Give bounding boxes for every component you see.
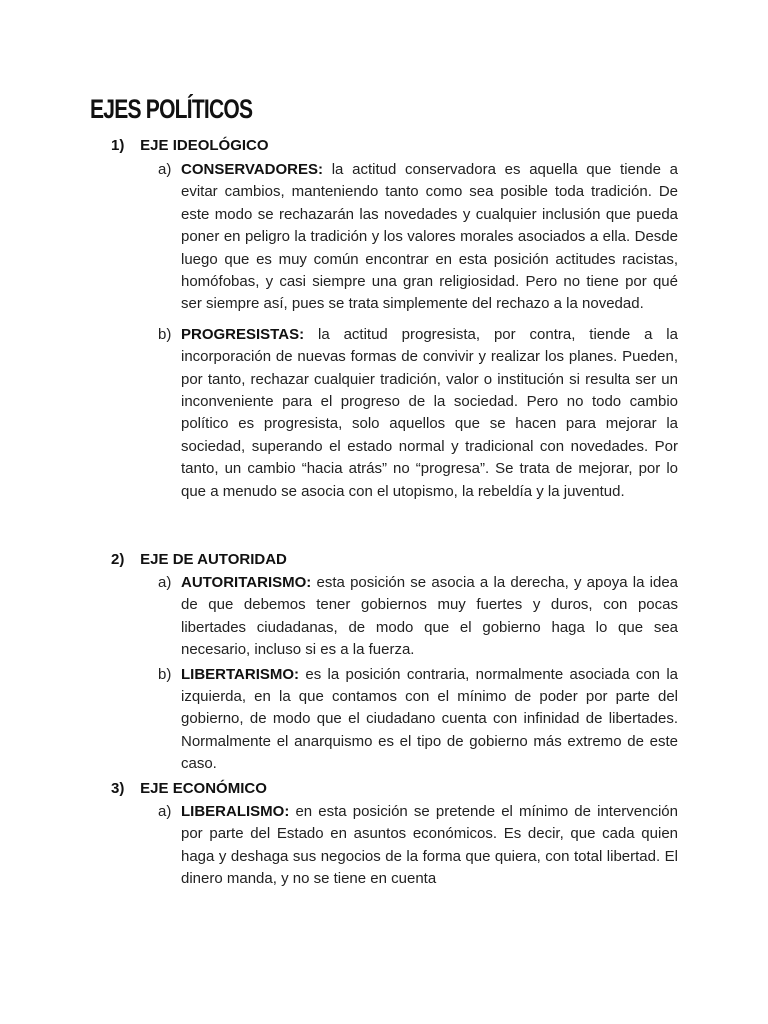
section-heading xyxy=(111,135,681,157)
list-item-liberalismo xyxy=(111,801,678,891)
item-term: LIBERALISMO: xyxy=(181,803,290,820)
item-letter: b) xyxy=(158,665,172,683)
item-paragraph xyxy=(181,572,678,662)
item-term: LIBERTARISMO: xyxy=(181,665,300,683)
item-letter: a) xyxy=(158,161,172,178)
section-eje-ideologico xyxy=(111,135,681,503)
item-term: PROGRESISTAS: xyxy=(181,325,305,343)
item-term: AUTORITARISMO: xyxy=(181,574,312,591)
section-name: EJE IDEOLÓGICO xyxy=(140,137,269,154)
list-item-conservadores xyxy=(111,159,678,316)
list-item-autoritarismo xyxy=(111,572,678,662)
section-eje-de-autoridad xyxy=(111,549,681,776)
section-heading xyxy=(111,778,681,800)
section-name: EJE DE AUTORIDAD xyxy=(140,551,287,568)
item-text: en esta posición se pretende el mínimo de intervención por parte del Estado en asuntos económicos. Es decir, que cada quien haga y deshaga sus negocios de la forma que quiera, con total libertad. El dinero manda, y no se tiene en cuenta xyxy=(181,803,678,888)
item-letter: a) xyxy=(158,574,172,591)
section-number: 2) xyxy=(111,551,125,568)
list-item-progresistas xyxy=(111,324,678,503)
item-paragraph xyxy=(181,664,678,776)
item-paragraph xyxy=(181,159,678,316)
item-text: la actitud conservadora es aquella que tiende a evitar cambios, manteniendo tanto como sea posible toda tradición. De este modo se rechazarán las novedades y cualquier inclusión que pueda poner en peligro la tradición y los valores morales asociados a ella. Desde luego que es muy común encontrar en esta posición actitudes racistas, homófobas, y casi siempre una gran religiosidad. Pero no tiene por qué ser siempre así, pues se trata simplemente del rechazo a la novedad. xyxy=(181,161,678,313)
item-text: esta posición se asocia a la derecha, y apoya la idea de que debemos tener gobiernos muy fuertes y duros, con pocas libertades ciudadanas, de modo que el gobierno haga lo que sea necesario, incluso si es a la fuerza. xyxy=(181,574,678,659)
item-paragraph xyxy=(181,801,678,891)
section-heading xyxy=(111,549,681,571)
section-number: 3) xyxy=(111,780,125,797)
item-letter: b) xyxy=(158,325,172,343)
item-text: la actitud progresista, por contra, tiende a la incorporación de nuevas formas de convivir y realizar los planes. Pueden, por tanto, rechazar cualquier tradición, valor o institución si resulta ser un inconveniente para el progreso de la sociedad. Pero no todo cambio político es progresista, solo aquellos que se hacen para mejorar la sociedad, superando el estado normal y tradicional con novedades. Por tanto, un cambio “hacia atrás” no “progresa”. Se trata de mejorar, por lo que a menudo se asocia con el utopismo, la rebeldía y la juventud. xyxy=(181,325,678,500)
section-name: EJE ECONÓMICO xyxy=(140,780,267,797)
item-paragraph xyxy=(181,324,678,503)
section-number: 1) xyxy=(111,137,125,154)
item-text: es la posición contraria, normalmente asociada con la izquierda, en la que contamos con el mínimo de poder por parte del gobierno, de modo que el ciudadano cuenta con infinidad de libertades. Normalmente el anarquismo es el tipo de gobierno más extremo de este caso. xyxy=(181,665,678,773)
list-item-libertarismo xyxy=(111,664,678,776)
item-letter: a) xyxy=(158,803,172,820)
item-term: CONSERVADORES: xyxy=(181,161,323,178)
document-title: EJES POLÍTICOS xyxy=(90,94,253,124)
section-eje-economico xyxy=(111,778,681,891)
